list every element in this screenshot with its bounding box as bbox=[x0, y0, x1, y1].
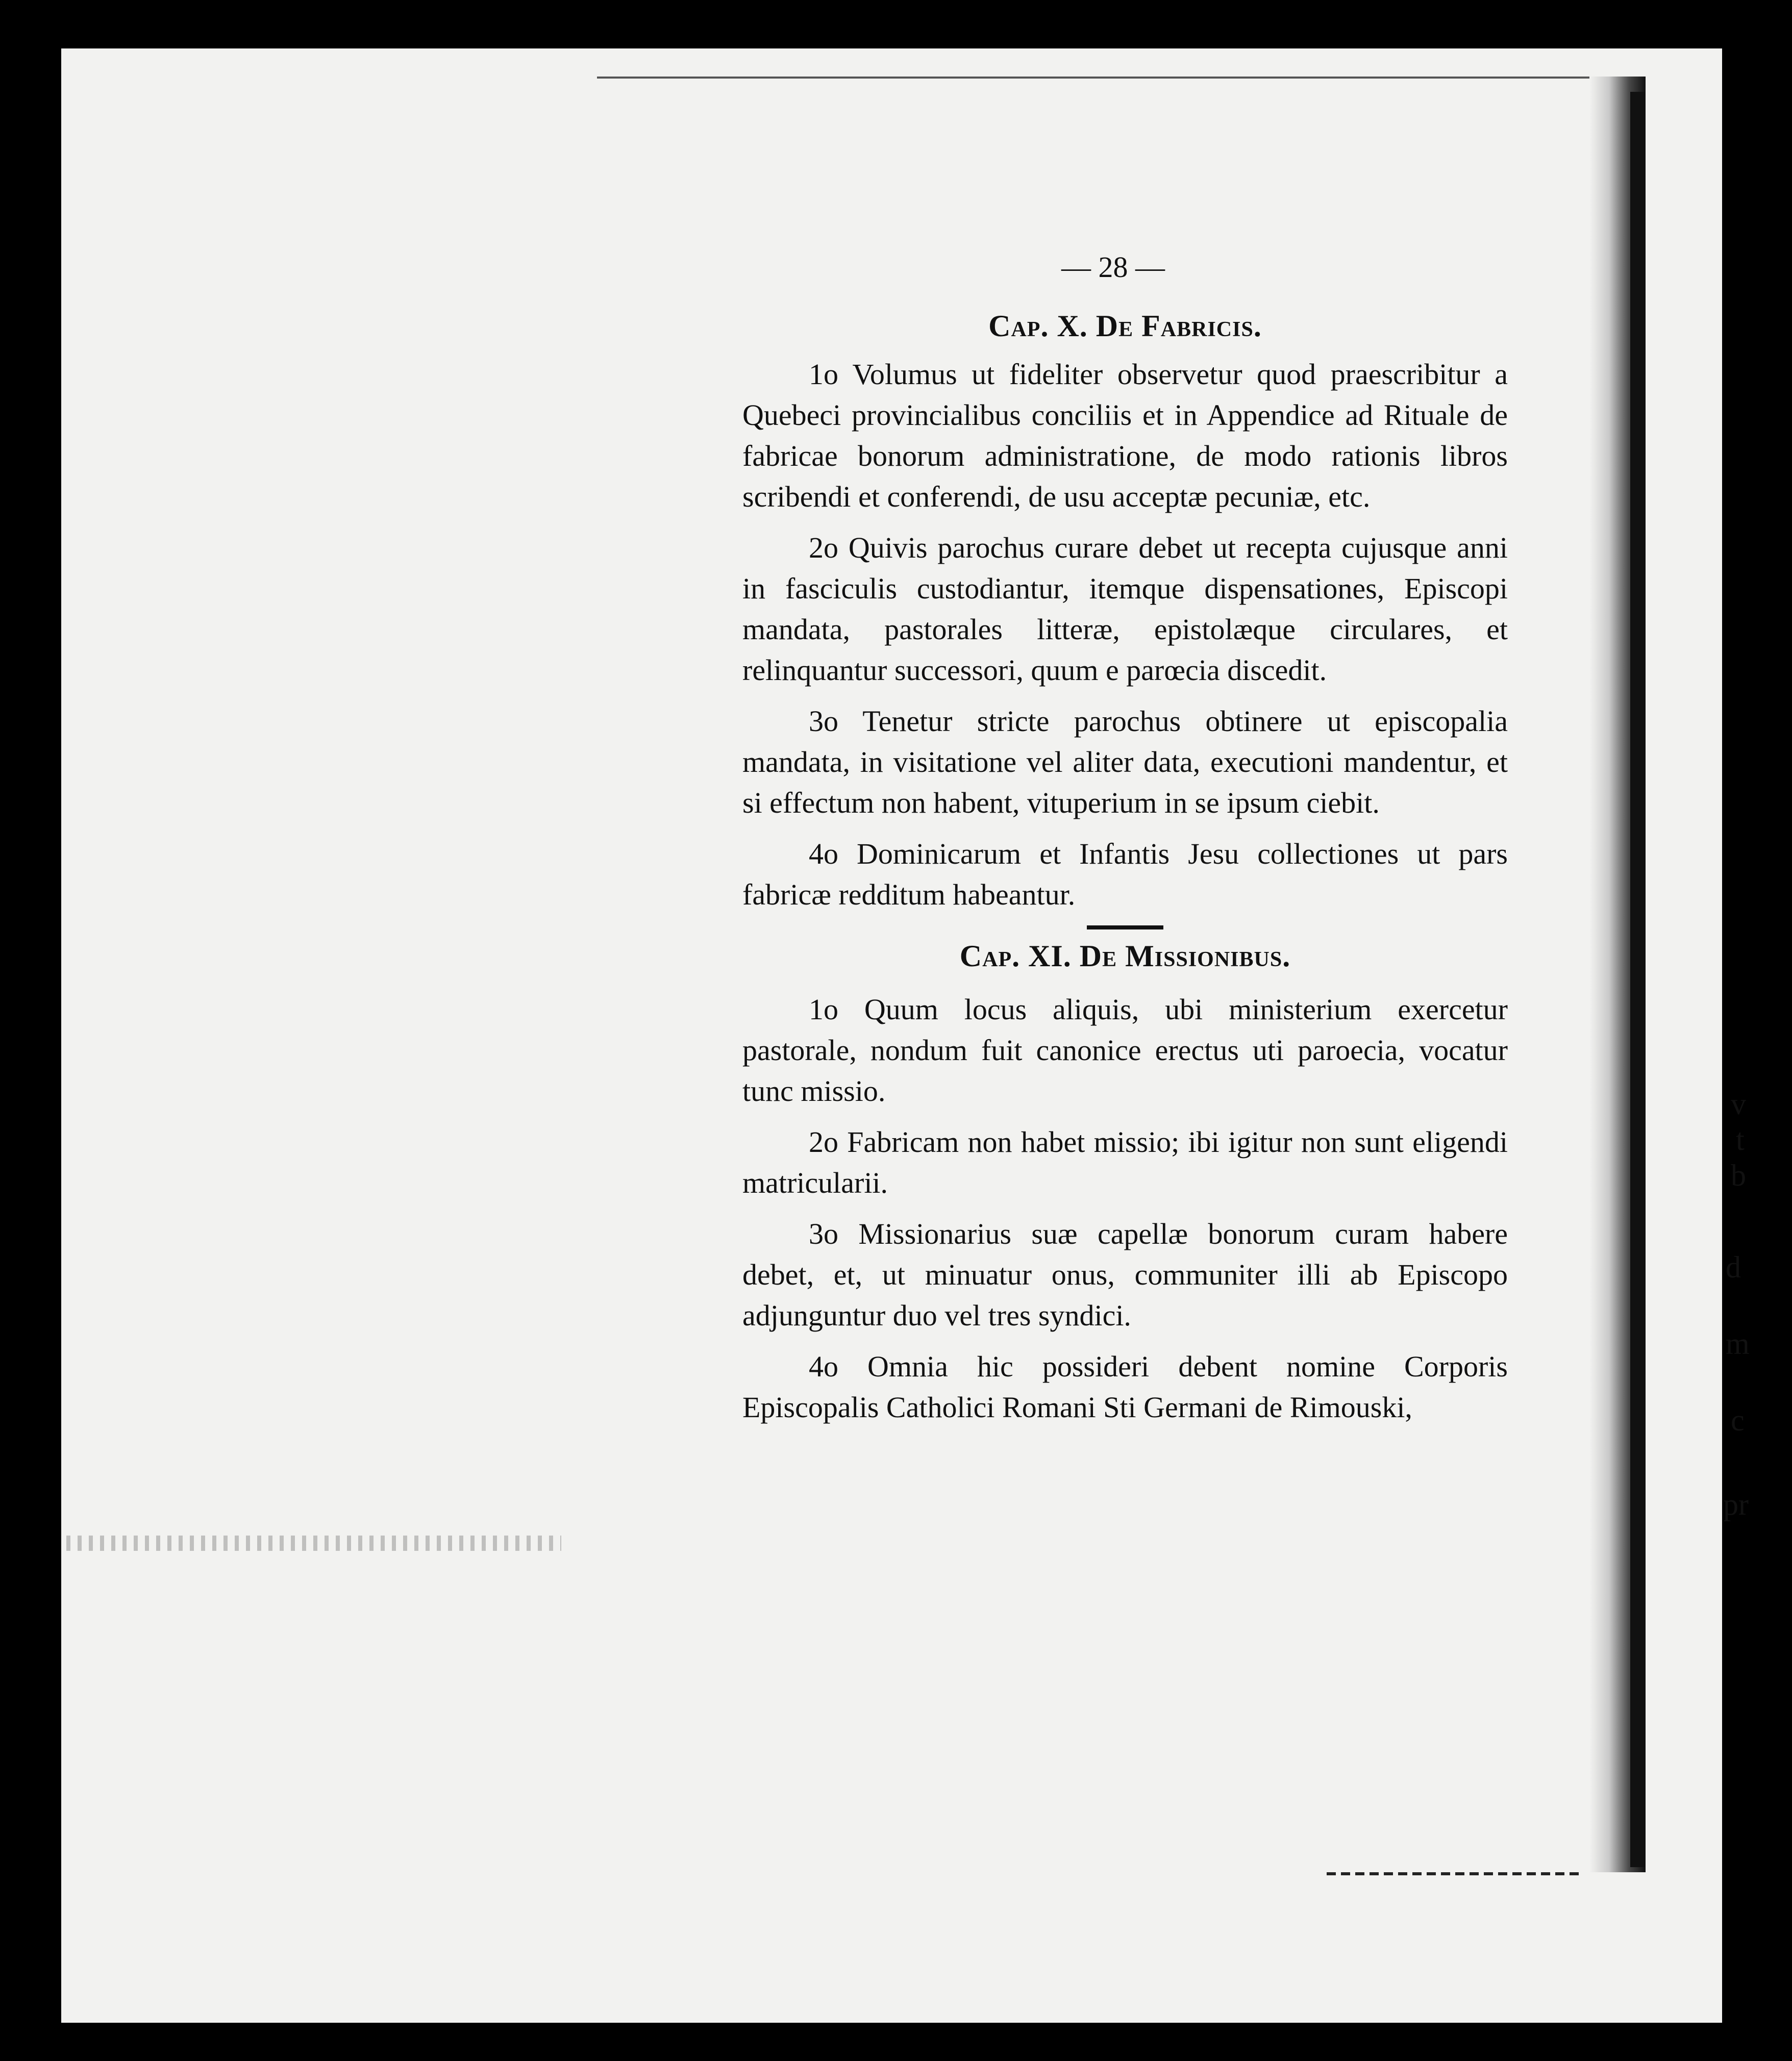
right-margin-letter: d bbox=[1726, 1250, 1741, 1284]
page-body bbox=[742, 245, 1508, 1428]
chapter-xi-paragraph-1: 1o Quum locus aliquis, ubi ministerium exercetur pastorale, nondum fuit canonice erectus uti paroecia, vocatur tunc missio. bbox=[742, 993, 1508, 1108]
chapter-xi-paragraph-4: 4o Omnia hic possideri debent nomine Corporis Episcopalis Catholici Romani Sti Germani de Rimouski, bbox=[742, 1350, 1508, 1424]
top-edge-line bbox=[597, 77, 1607, 79]
right-margin-next-page bbox=[1721, 0, 1792, 2061]
page-edge bbox=[1630, 92, 1646, 1867]
chapter-x-title: Cap. X. De Fabricis. bbox=[988, 309, 1262, 343]
chapter-x-paragraph-2: 2o Quivis parochus curare debet ut recepta cujusque anni in fasciculis custodiantur, itemque dispensationes, Episcopi mandata, pastorales litteræ, epistolæque circulares, et relinquantur successori, quum e parœcia discedit. bbox=[742, 531, 1508, 687]
chapter-x-paragraph-1: 1o Volumus ut fideliter observetur quod praescribitur a Quebeci provincialibus conciliis et in Appendice ad Rituale de fabricae bonorum administratione, de modo rationis libros scribendi et conferendi, de usu acceptæ pecuniæ, etc. bbox=[742, 358, 1508, 513]
right-margin-letter: pr bbox=[1723, 1488, 1749, 1521]
right-margin-letter: t bbox=[1736, 1123, 1745, 1157]
bleed-through-text bbox=[66, 1536, 561, 1551]
right-margin-letter: b bbox=[1731, 1159, 1746, 1192]
chapter-xi-paragraph-3: 3o Missionarius suæ capellæ bonorum curam habere debet, et, ut minuatur onus, communiter illi ab Episcopo adjunguntur duo vel tres syndici. bbox=[742, 1217, 1508, 1332]
chapter-xi-title: Cap. XI. De Missionibus. bbox=[959, 939, 1291, 973]
right-margin-letter: m bbox=[1726, 1327, 1750, 1361]
chapter-xi-paragraph-2: 2o Fabricam non habet missio; ibi igitur non sunt eligendi matricularii. bbox=[742, 1125, 1508, 1199]
chapter-x-paragraph-3: 3o Tenetur stricte parochus obtinere ut episcopalia mandata, in visitatione vel aliter data, executioni mandentur, et si effectum non habent, vituperium in se ipsum ciebit. bbox=[742, 705, 1508, 819]
right-margin-letter: c bbox=[1731, 1403, 1745, 1437]
page-number: — 28 — bbox=[1061, 250, 1165, 284]
chapter-x-paragraph-4: 4o Dominicarum et Infantis Jesu collectiones ut pars fabricæ redditum habeantur. bbox=[742, 837, 1508, 911]
bottom-edge-marks bbox=[1327, 1872, 1582, 1875]
right-margin-letter: v bbox=[1731, 1087, 1746, 1121]
section-separator bbox=[1087, 925, 1163, 929]
